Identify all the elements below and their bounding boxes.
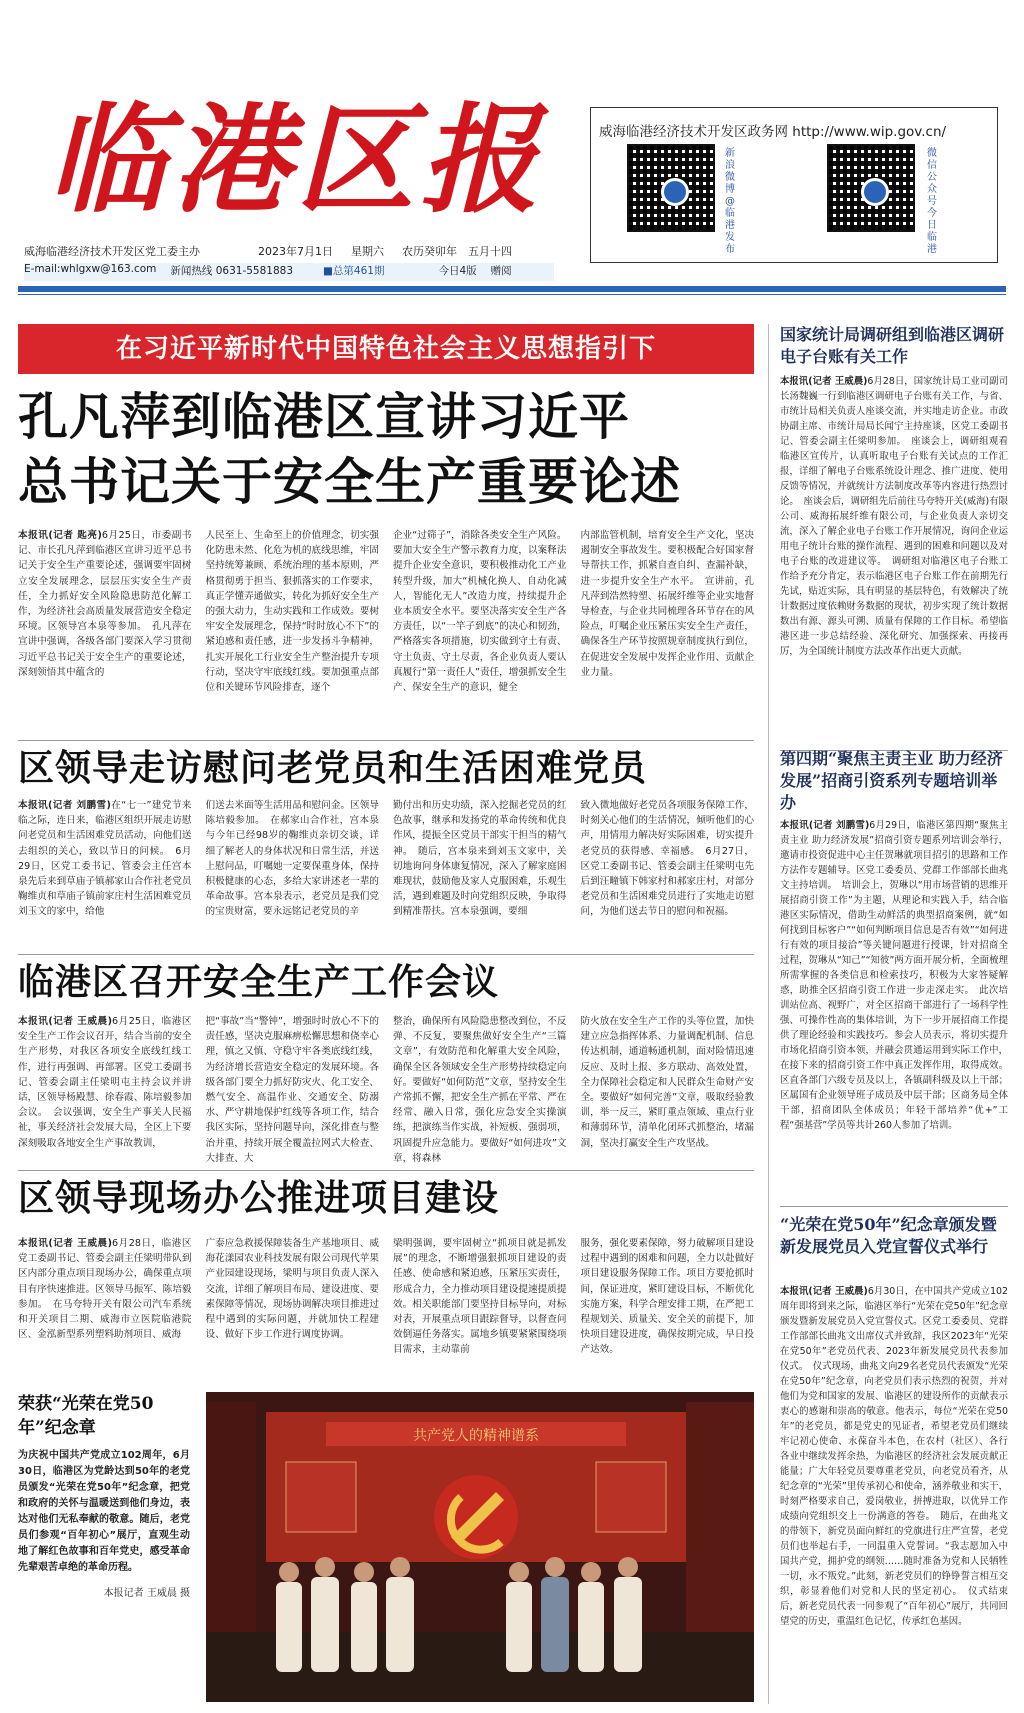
article4-text-1: 6月28日，临港区党工委副书记、管委会副主任梁明带队到区内部分重点项目现场办公，确保重点项目有序快速推进。区领导马振军、陈培毅参加。 在马夸特开关有限公司汽车系统和开关项目二期、威海市立医院临港院区、金泓新型系列塑料助剂项目、威海	[18, 1238, 192, 1341]
article2-byline: 本报讯(记者 刘鹏雪)	[18, 800, 111, 811]
issue-number: ■总第461期	[323, 265, 385, 277]
article1-col4: 内部监管机制，培育安全生产文化，坚决遏制安全事故发生。要积极配合好国家督导帮扶工作，抓紧自查自纠、查漏补缺，进一步提升安全生产水平。 宣讲前，孔凡萍到浩然特塑、拓展纤维等企业实地督导检查，与企业共同梳理各环节存在的风险点，叮嘱企业压紧压实安全生产责任，确保各生产环节按照规章制度执行到位，在促进安全发展中发挥企业作用、贡献企业力量。	[580, 530, 754, 678]
masthead-info-row	[24, 243, 554, 263]
masthead-rule-thin	[18, 294, 1006, 295]
article3-col4: 防火放在安全生产工作的头等位置，加快建立应急指挥体系、力量调配机制、信息传达机制，通道畅通机制，面对险情迅速反应、及时上报、多方联动、高效处置，全力保障社会稳定和人民群众生命财产安全。要做好“如何完善”文章，吸取经验教训，举一反三，紧盯重点领域、重点行业和薄弱环节，清单化闭环式抓整治，堵漏洞，坚决打赢安全生产攻坚战。	[580, 1016, 754, 1149]
weekday: 星期六	[351, 245, 384, 258]
article3-text-1: 6月25日，临港区安全生产工作会议召开，结合当前的安全生产形势，对我区各项安全底线红线工作，进行再强调、再部署。区党工委副书记、管委会副主任梁明屯主持会议并讲话，区领导杨殿慧、徐春霞、陈培毅参加会议。 会议强调，安全生产事关人民福祉，事关经济社会发展大局，全区上下要深刻吸取各地安全生产事故教训，	[18, 1016, 192, 1149]
rail-divider	[768, 324, 769, 1704]
wechat-label: 微信公众号今日临港	[927, 148, 937, 255]
article3-byline: 本报讯(记者 王威晨)	[18, 1016, 113, 1027]
rail2-body	[780, 818, 1008, 1198]
article1-body	[18, 528, 754, 734]
article2-col3: 勤付出和历史功绩，深入挖掘老党员的红色故事，继承和发扬党的革命传统和优良作风，提振全区党员干部实干担当的精气神。 随后，宫本泉来到刘玉文家中，关切地询问身体康复情况，深入了解家庭困难现状，鼓励他及家人克服困难，乐观生活，遇到难题及时向党组织反映，争取得到精准帮扶。宫本泉强调，要细	[393, 800, 567, 918]
article3-col3: 整治，确保所有风险隐患整改到位，不反弹、不反复，要聚焦做好安全生产“三篇文章”，有效防范和化解重大安全风险，确保全区各领域安全生产形势持续稳定向好。要做好“如何防范”文章，坚持安全生产常抓不懈，把安全生产抓在平常、严在经常、融入日常，强化应急安全实操演练，把演练当作实战，补短板、强弱项，巩固提升应急能力。要做好“如何进攻”文章，将森林	[393, 1016, 567, 1164]
issue-date: 2023年7月1日	[258, 245, 333, 258]
article2-col4: 致入微地做好老党员各项服务保障工作，时刻关心他们的生活情况，倾听他们的心声，用情用力解决好实际困难，切实提升老党员的获得感、幸福感。 6月27日，区党工委副书记、管委会副主任梁明屯先后到汪疃镇下韩家村和郝家庄村，对部分老党员和生活困难党员进行了实地走访慰问，为他们送去节日的慰问和祝福。	[580, 800, 754, 918]
article1-col1	[18, 528, 192, 734]
article3-title[interactable]: 临港区召开安全生产工作会议	[18, 961, 500, 1003]
gov-portal-box	[590, 107, 998, 263]
article4-col3: 梁明强调，要牢固树立“抓项目就是抓发展”的理念，不断增强狠抓项目建设的责任感、使命感和紧迫感，压紧压实责任，形成合力，全力推动项目建设提速提质提效。相关职能部门要坚持目标导向，对标对表，开展重点项目跟踪督导，以督查问效倒逼任务落实。属地乡镇要紧紧围绕项目需求，主动靠前	[393, 1238, 567, 1356]
rail3-byline: 本报讯(记者 王威晨)	[780, 1286, 868, 1297]
gov-site-link[interactable]: 威海临港经济技术开发区政务网 http://www.wip.gov.cn/	[599, 124, 947, 140]
article4-col1	[18, 1236, 192, 1372]
weibo-qr-code-icon[interactable]	[627, 144, 715, 232]
masthead-contact-row	[24, 263, 554, 281]
rail3-text: 6月30日，在中国共产党成立102周年即将到来之际，临港区举行“光荣在党50年”纪念章颁发暨新发展党员入党宣誓仪式。区党工委委员、党群工作部部长曲兆文出席仪式并致辞，我区2023年“光荣在党50年”老党员代表、2023年新发展党员代表参加仪式。 仪式现场，曲兆文向29名老党员代表颁发“光荣在党50年”纪念章，向老党员们表示热烈的祝贺，并对他们为党和国家的发展、临港区的建设所作的贡献表示衷心的感谢和崇高的敬意。他表示，每位“光荣在党50年”的老党员，都是党史的见证者，希望老党员们继续牢记初心使命、永葆奋斗本色，在农村（社区）、各行各业中继续发挥余热，为临港区的经济社会发展贡献正能量；广大年轻党员要尊重老党员，向老党员看齐，从纪念章的“光荣”里传承初心和使命，涵养敬业和实干，时刻严格要求自己，爱岗敬业，拼搏进取，以优异工作成绩向党组织交上一份满意的答卷。 随后，在曲兆文的带领下，新党员面向鲜红的党旗进行庄严宣誓，老党员们也举起右手，一同温重入党誓词。“我志愿加入中国共产党，拥护党的纲领……随时准备为党和人民牺牲一切，永不叛党。”此刻，新老党员们的铮铮誓言相互交织，彰显着他们对党和人民的坚定初心。 仪式结束后，新老党员代表一同参观了“百年初心”展厅，共同回望党的历史，重温红色记忆，传承红色基因。	[780, 1286, 1008, 1627]
article2-text-1: 在“七一”建党节来临之际，连日来，临港区组织开展走访慰问老党员和生活困难党员活动，向他们送去组织的关心，致以节日的问候。 6月29日，区党工委书记、管委会主任宫本泉先后来到草庙子镇郝家山合作社老党员鞠维贞和草庙子镇前家庄村生活困难党员刘玉文的家中，给他	[18, 800, 192, 918]
photo-credit: 本报记者 王威晨 摄	[103, 1588, 190, 1599]
article3-col2: 把“事故”当“警钟”，增强时时放心不下的责任感，坚决克服麻痹松懈思想和侥幸心理，慎之又慎、守稳守牢各类底线红线，为经济增长营造安全稳定的发展环境。各级各部门要全力抓好防灾火、化工安全、燃气安全、高温作业、交通安全、防溺水、严守耕地保护红线等各项工作，结合我区实际，坚持问题导向，深化排查与整治并重，持续开展全覆盖拉网式大检查、大排查、大	[205, 1016, 379, 1164]
rail3-body	[780, 1284, 1008, 1702]
article2-body	[18, 798, 754, 948]
newspaper-title: 临港区报	[48, 90, 545, 229]
rail2-text: 6月29日，临港区第四期“聚焦主责主业 助力经济发展”招商引资专题系列培训会举行，邀请市投资促进中心主任贺琳就项目招引的思路和工作方法作专题辅导。区党工委委员、党群工作部部长曲兆文主持培训。 培训会上，贺琳以“用市场营销的思维开展招商引资工作”为主题，从理论和实践入手，结合临港区实际情况，借助生动鲜活的典型招商案例，就“如何找到目标客户”“如何判断项目信息是否有效”“如何进行有效的项目接洽”等关键问题进行授课，针对招商全过程，贺琳从“知己”“知彼”两方面开展分析，全面梳理所需掌握的各类信息和检索技巧，积极为大家答疑解惑，助推全区招商引资工作进一步走深走实。 此次培训站位高、视野广，对全区招商干部进行了一场科学性强、可操作性高的集体培训，为下一步开展招商工作提供了理论经验和实践技巧。参会人员表示，将切实提升市场化招商引资本领，并融会贯通运用到实际工作中，在接下来的招商引资工作中真正发挥作用，取得成效。区直各部门六级专员及以上，各镇副科级及以上干部；区属国有企业领导班子成员及中层干部；区商务局全体干部，招商团队全体成员；年轻干部培养“优+”工程“强基营”学员等共计260人参加了培训。	[780, 820, 1008, 1131]
article3-body	[18, 1014, 754, 1164]
rail2-title[interactable]: 第四期“聚焦主责主业 助力经济发展”招商引资系列专题培训举办	[780, 749, 1003, 812]
photo-caption-body: 为庆祝中国共产党成立102周年，6月30日，临港区为党龄达到50年的老党员颁发“光荣在党50年”纪念章，把党和政府的关怀与温暖送到他们身边，表达对他们无私奉献的敬意。随后，老党员们参观“百年初心”展厅，直观生动地了解红色故事和百年党史，感受革命先辈艰苦卓绝的革命历程。	[18, 1450, 190, 1573]
article3-col1	[18, 1014, 192, 1164]
divider-2	[18, 954, 754, 955]
page-count: 今日4版	[438, 265, 477, 277]
divider-3	[18, 1170, 754, 1171]
article2-col2: 们送去米面等生活用品和慰问金。区领导陈培毅参加。 在郝家山合作社，宫本泉与今年已经98岁的鞠维贞亲切交谈，详细了解老人的身体状况和日常生活，并送上慰问品，叮嘱她一定要保重身体，保持积极健康的心态，多给大家讲述老一辈的革命故事。宫本泉表示，老党员是我们党的宝贵财富，要永远铭记老党员的辛	[205, 800, 379, 918]
wechat-qr-code-icon[interactable]	[827, 144, 915, 232]
rail1-body	[780, 374, 1008, 764]
exhibition-hall-scene	[206, 1392, 754, 1702]
masthead	[18, 90, 545, 230]
photo-caption-title[interactable]: 荣获“光荣在党50年”纪念章	[18, 1394, 154, 1438]
slogan-banner: 在习近平新时代中国特色社会主义思想指引下	[18, 324, 754, 374]
hotline: 新闻热线 0631-5581883	[170, 265, 294, 277]
article4-body	[18, 1236, 754, 1372]
article4-title[interactable]: 区领导现场办公推进项目建设	[18, 1177, 500, 1219]
email: E-mail:whlgxw@163.com	[24, 263, 157, 275]
article1-col2: 人民至上、生命至上的价值理念，切实强化防患未然、化危为机的底线思维，牢固坚持统筹兼顾、系统治理的基本原则，严格贯彻勇于担当、狠抓落实的工作要求，真正学懂弄通做实，转化为抓好安全生产的强大动力，生动实践和工作成效。要树牢安全发展理念，保持“时时放心不下”的紧迫感和责任感，进一步发扬斗争精神，扎实开展化工行业安全生产整治提升专项行动，坚决守牢底线红线。要加强重点部位和关键环节风险排查，逐个	[205, 530, 379, 694]
banner-text: 共产党人的精神谱系	[413, 1428, 539, 1444]
article1-title-line2[interactable]: 总书记关于安全生产重要论述	[18, 452, 681, 511]
rail1-byline: 本报讯(记者 王威晨)	[780, 376, 868, 387]
rail-divider-2	[780, 1206, 1008, 1207]
divider-1	[18, 740, 754, 741]
rail2-byline: 本报讯(记者 刘鹏雪)	[780, 820, 870, 831]
news-photo[interactable]	[206, 1392, 754, 1702]
rail3-title[interactable]: “光荣在党50年”纪念章颁发暨新发展党员入党宣誓仪式举行	[780, 1215, 997, 1256]
article1-text-1: 6月25日，市委副书记、市长孔凡萍到临港区宣讲习近平总书记关于安全生产重要论述，强调要牢固树立安全发展理念，层层压实安全生产责任，全力抓好安全风险隐患防范化解工作，为经济社会高质量发展营造安全稳定环境。区领导宫本泉等参加。 孔凡萍在宣讲中强调，各级各部门要深入学习贯彻习近平总书记关于安全生产的重要论述，深刻领悟其中蕴含的	[18, 530, 192, 678]
article4-byline: 本报讯(记者 王威晨)	[18, 1238, 113, 1249]
article4-col4: 服务，强化要素保障，努力破解项目建设过程中遇到的困难和问题，全力以赴做好项目建设服务保障工作。项目方要抢抓时间，保证进度，紧盯建设目标，不断优化实施方案，科学合理安排工期，在严把工程规划关、质量关、安全关的前提下，加快项目建设进度，确保按期完成，早日投产达效。	[580, 1238, 754, 1356]
article1-col3: 企业“过筛子”，消除各类安全生产风险。要加大安全生产警示教育力度，以案释法提升企业安全意识，要积极推动化工产业转型升级，加大“机械化换人、自动化减人，智能化无人”改造力度，持续提升企业本质安全水平。要坚决落实安全生产各方责任，以“一竿子到底”的决心和韧劲，严格落实各项措施，切实做到守土有责、守土负责、守土尽责，各企业负责人要认真履行“第一责任人”责任，增强抓安全生产、保安全生产的意识，健全	[393, 530, 567, 694]
sponsor: 威海临港经济技术开发区党工委主办	[24, 245, 200, 258]
article2-title[interactable]: 区领导走访慰问老党员和生活困难党员	[18, 747, 648, 789]
article2-col1	[18, 798, 192, 948]
photo-caption	[18, 1392, 190, 1702]
rail1-text: 6月28日，国家统计局工业司副司长汤魏巍一行到临港区调研电子台账有关工作，与省、市统计局相关负责人座谈交流，并实地走访企业。市政协副主席、市统计局局长闻宁主持座谈，区党工委副书记、管委会副主任梁明参加。 座谈会上，调研组观看临港区宣传片，认真听取电子台账有关试点的工作汇报，详细了解电子台账系统设计理念、推广进度、使用反馈等情况，并就统计方法制度改革等内容进行热烈讨论。 座谈会后，调研组先后前往马夸特开关(威海)有限公司、威海拓展纤维有限公司，与企业负责人亲切交流，深入了解企业电子台账工作开展情况，询问企业运用电子统计台账的操作流程、遇到的困难和问题以及对电子台账的改进建议等。 调研组对临港区电子台账工作给予充分肯定，表示临港区电子台账工作在前期先行先试，贴近实际，具有明显的基层特色，有效解决了统计数据过度依赖财务数据的现状，初步实现了统计数据数出有源、源头可溯、质量有保障的工作目标。希望临港区进一步总结经验、深化研究、加强探索、再接再厉，为全国统计制度方法改革作出更大贡献。	[780, 376, 1008, 657]
article1-byline: 本报讯(记者 匙亮)	[18, 530, 102, 541]
rail1-title[interactable]: 国家统计局调研组到临港区调研电子台账有关工作	[780, 325, 1005, 366]
party-emblem-icon	[434, 1475, 518, 1559]
weibo-label: 新浪微博@临港发布	[725, 148, 735, 255]
article1-title-line1[interactable]: 孔凡萍到临港区宣讲习近平	[18, 387, 630, 446]
article4-col2: 广泰应急救援保障装备生产基地项目、威海花漾园农业科技发展有限公司现代苹果产业园建设现场，梁明与项目负责人深入交流，详细了解项目布局、建设进度、要素保障等情况，现场协调解决项目推进过程中遇到的实际问题，并就加快工程建设、做好下步工作进行调度协调。	[205, 1238, 379, 1341]
distribution: 赠阅	[490, 265, 512, 277]
lunar-date: 农历癸卯年 五月十四	[402, 245, 512, 258]
masthead-rule	[18, 286, 1006, 292]
